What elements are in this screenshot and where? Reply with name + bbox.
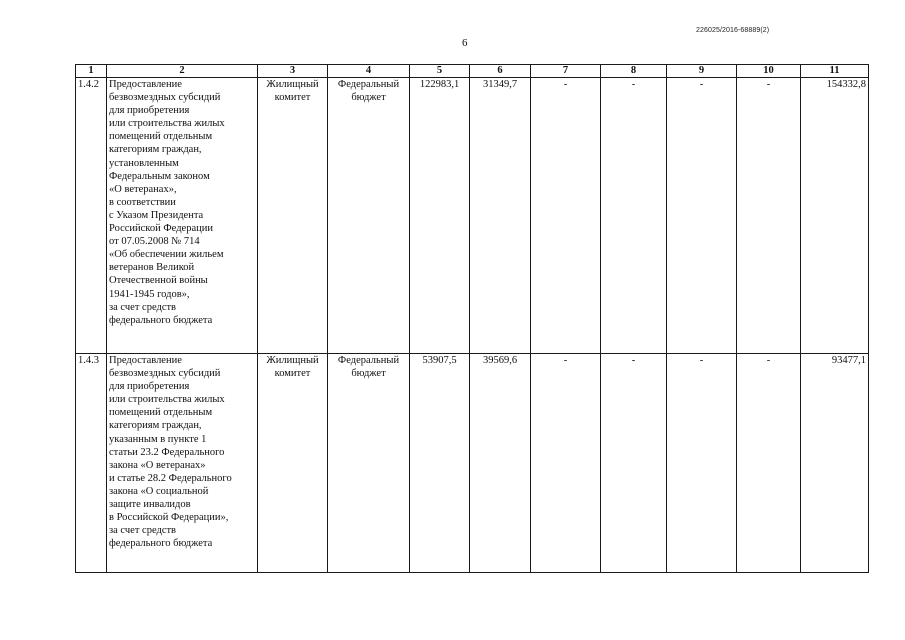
column-header-6: 6 <box>470 65 531 78</box>
value-col-6: 31349,7 <box>470 78 531 354</box>
value-col-9: - <box>667 78 737 354</box>
value-col-5: 122983,1 <box>410 78 470 354</box>
column-header-9: 9 <box>667 65 737 78</box>
activity-number: 1.4.2 <box>76 78 107 354</box>
column-header-2: 2 <box>107 65 258 78</box>
column-header-4: 4 <box>328 65 410 78</box>
value-col-11-total: 93477,1 <box>801 354 869 573</box>
column-header-11: 11 <box>801 65 869 78</box>
table-header-row <box>76 65 869 78</box>
value-col-10: - <box>737 354 801 573</box>
value-col-7: - <box>531 354 601 573</box>
column-header-5: 5 <box>410 65 470 78</box>
value-col-7: - <box>531 78 601 354</box>
column-header-3: 3 <box>258 65 328 78</box>
column-header-1: 1 <box>76 65 107 78</box>
activity-name: Предоставление безвозмездных субсидий для приобретения или строительства жилых помещений отдельным категориям граждан, указанным в пункте 1 статьи 23.2 Федерального закона «О ветеранах» и статье 28.2 Федерального закона «О социальной защите инвалидов в Российской Федерации», за счет средств федерального бюджета <box>107 354 258 573</box>
page-number: 6 <box>462 37 468 49</box>
document-registration-number: 226025/2016-68889(2) <box>696 27 770 34</box>
value-col-8: - <box>601 78 667 354</box>
column-header-7: 7 <box>531 65 601 78</box>
funding-source: Федеральный бюджет <box>328 78 410 354</box>
column-header-8: 8 <box>601 65 667 78</box>
value-col-10: - <box>737 78 801 354</box>
activity-number: 1.4.3 <box>76 354 107 573</box>
table-row <box>76 78 869 354</box>
funding-source: Федеральный бюджет <box>328 354 410 573</box>
value-col-9: - <box>667 354 737 573</box>
value-col-11-total: 154332,8 <box>801 78 869 354</box>
value-col-6: 39569,6 <box>470 354 531 573</box>
activity-executor: Жилищный комитет <box>258 78 328 354</box>
activity-name: Предоставление безвозмездных субсидий для приобретения или строительства жилых помещений отдельным категориям граждан, установленным Федеральным законом «О ветеранах», в соответствии с Указом Президента Российской Федерации от 07.05.2008 № 714 «Об обеспечении жильем ветеранов Великой Отечественной войны 1941-1945 годов», за счет средств федерального бюджета <box>107 78 258 354</box>
table-row <box>76 354 869 573</box>
program-activities-table <box>75 64 869 573</box>
value-col-5: 53907,5 <box>410 354 470 573</box>
activity-executor: Жилищный комитет <box>258 354 328 573</box>
column-header-10: 10 <box>737 65 801 78</box>
value-col-8: - <box>601 354 667 573</box>
